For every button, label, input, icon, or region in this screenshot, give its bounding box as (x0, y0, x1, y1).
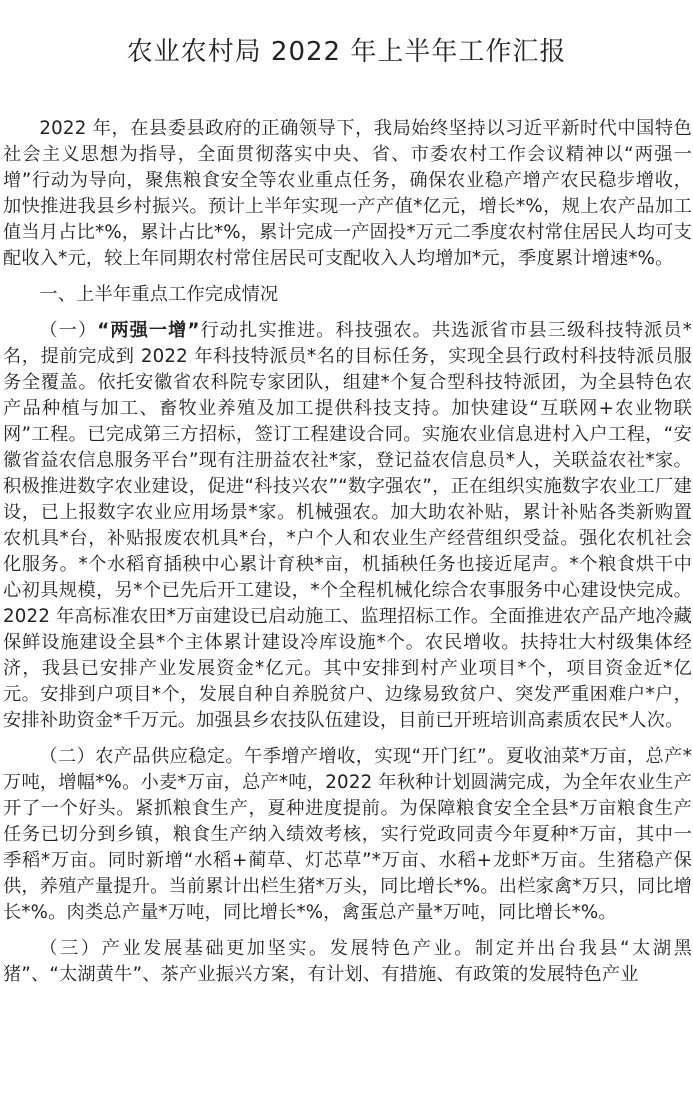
document-title: 农业农村局 2022 年上半年工作汇报 (126, 37, 567, 67)
section-3-paragraph: （三）产业发展基础更加坚实。发展特色产业。制定并出台我县“太湖黑猪”、“太湖黄牛”、茶产业振兴方案，有计划、有措施、有政策的发展特色产业 (3, 938, 692, 985)
section-1-bold-phrase: “两强一增” (97, 320, 200, 341)
section-1-paragraph (3, 318, 692, 734)
intro-paragraph: 2022 年，在县委县政府的正确领导下，我局始终坚持以习近平新时代中国特色社会主义思想为指导，全面贯彻落实中央、省、市委农村工作会议精神以“两强一增”行动为导向，聚焦粮食安全等农业重点任务，确保农业稳产增产农民稳步增收，加快推进我县乡村振兴。预计上半年实现一产产值*亿元，增长*%，规上农产品加工值当月占比*%，累计占比*%，累计完成一产固投*万元二季度农村常住居民人均可支配收入*元，较上年同期农村常住居民可支配收入人均增加*元，季度累计增速*%。 (3, 118, 692, 269)
document-body (3, 116, 692, 988)
section-heading: 一、上半年重点工作完成情况 (39, 284, 279, 305)
section-1-text: 行动扎实推进。科技强农。共选派省市县三级科技特派员*名，提前完成到 2022 年科技特派员*名的目标任务，实现全县行政村科技特派员服务全覆盖。依托安徽省农科院专家团队，组建*个复合型科技特派团，为全县特色农产品种植与加工、畜牧业养殖及加工提供科技支持。加快建设“互联网+农业物联网”工程。已完成第三方招标，签订工程建设合同。实施农业信息进村入户工程，“安徽省益农信息服务平台”现有注册益农社*家，登记益农信息员*人，关联益农社*家。积极推进数字农业建设，促进“科技兴农”“数字强农”，正在组织实施数字农业工厂建设，已上报数字农业应用场景*家。机械强农。加大助农补贴，累计补贴各类新购置农机具*台，补贴报废农机具*台，*户个人和农业生产经营组织受益。强化农机社会化服务。*个水稻育插秧中心累计育秧*亩，机插秧任务也接近尾声。*个粮食烘干中心初具规模，另*个已先后开工建设，*个全程机械化综合农事服务中心建设快完成。2022 年高标准农田*万亩建设已启动施工、监理招标工作。全面推进农产品产地冷藏保鲜设施建设全县*个主体累计建设冷库设施*个。农民增收。扶持壮大村级集体经济，我县已安排产业发展资金*亿元。其中安排到村产业项目*个，项目资金近*亿元。安排到户项目*个，发展自种自养脱贫户、边缘易致贫户、突发严重困难户*户，安排补助资金*千万元。加强县乡农技队伍建设，目前已开班培训高素质农民*人次。 (3, 320, 693, 731)
section-1-prefix: （一） (39, 320, 98, 341)
section-2-paragraph: （二）农产品供应稳定。午季增产增收，实现“开门红”。夏收油菜*万亩，总产*万吨，增幅*%。小麦*万亩，总产*吨，2022 年秋种计划圆满完成，为全年农业生产开了一个好头。紧抓粮食生产，夏种进度提前。为保障粮食安全全县*万亩粮食生产任务已切分到乡镇，粮食生产纳入绩效考核，实行党政同责今年夏种*万亩，其中一季稻*万亩。同时新增“水稻+蔺草、灯芯草”*万亩、水稻+龙虾*万亩。生猪稳产保供，养殖产量提升。当前累计出栏生猪*万头，同比增长*%。出栏家禽*万只，同比增长*%。肉类总产量*万吨，同比增长*%，禽蛋总产量*万吨，同比增长*%。 (3, 746, 692, 923)
